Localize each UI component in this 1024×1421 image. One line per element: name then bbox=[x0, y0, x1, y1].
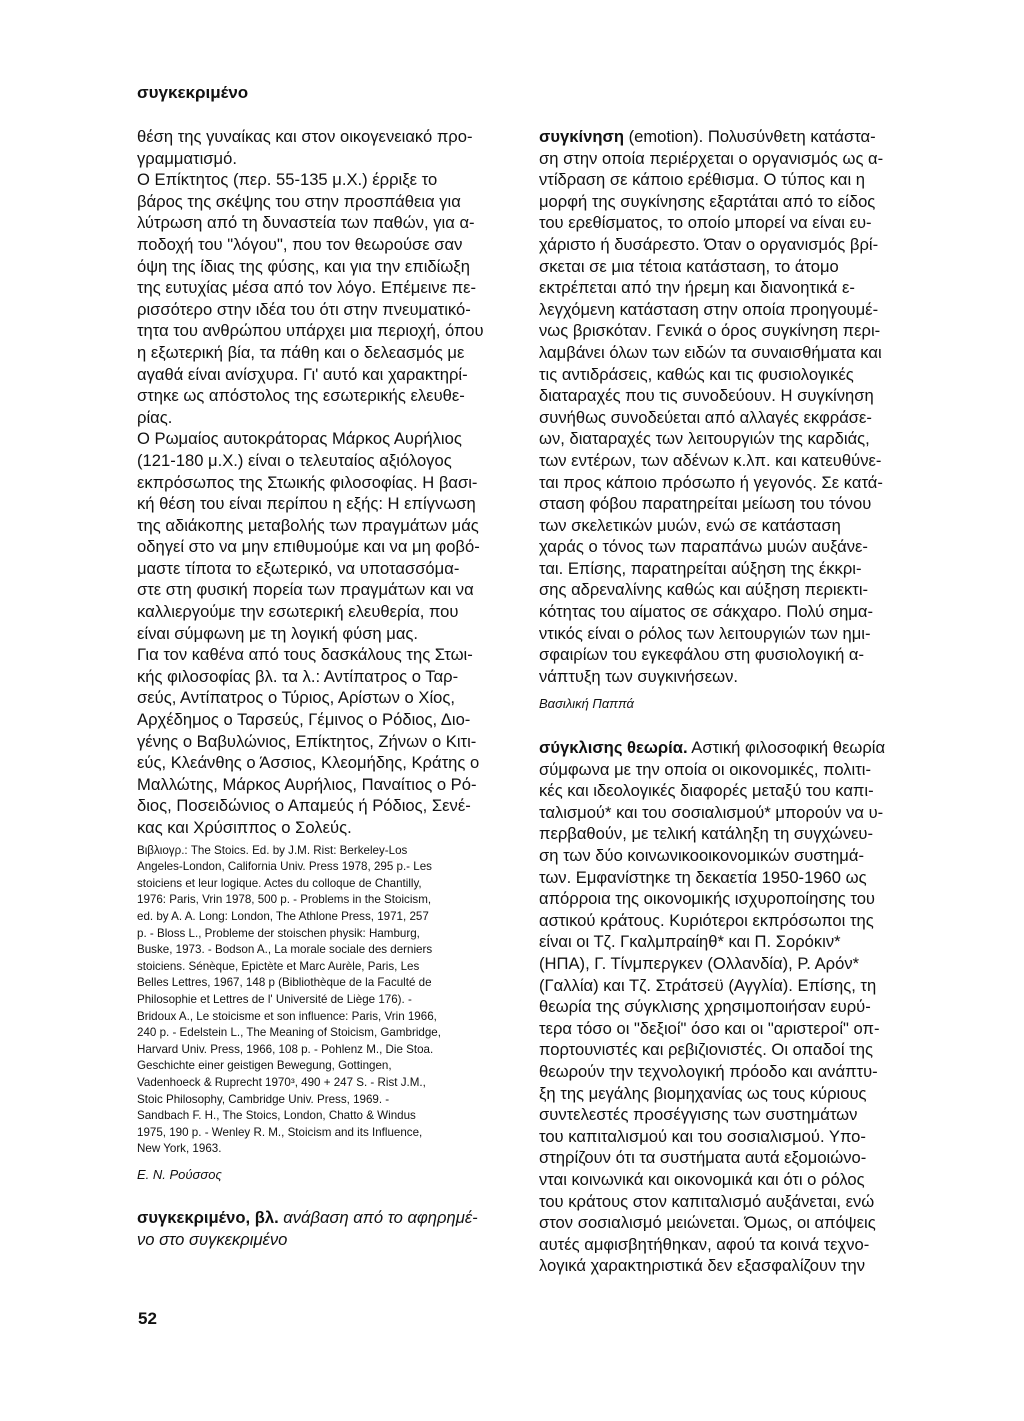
author-signature: Βασιλική Παππά bbox=[539, 696, 634, 712]
text-line: 1976: Paris, Vrin 1978, 500 p. - Problems in the Stoicism, bbox=[137, 893, 432, 907]
text-line: stoiciens. Sénèque, Epictète et Marc Aurèle, Paris, Les bbox=[137, 959, 420, 973]
author-signature: Ε. Ν. Ρούσσος bbox=[137, 1166, 222, 1182]
text-line: λεγχόμενη κατάσταση στην οποία προηγουμέ- bbox=[539, 299, 879, 319]
text-line: αυτές αμφισβητήθηκαν, αφού τα κοινά τεχνο- bbox=[539, 1234, 870, 1254]
cross-reference-text: ανάβαση από το αφηρημέ- bbox=[278, 1208, 478, 1228]
text-line: θεωρούν την τεχνολογική πρόοδο και ανάπτυ- bbox=[539, 1061, 878, 1081]
page-number: 52 bbox=[138, 1309, 157, 1328]
text-line: γένης ο Βαβυλώνιος, Επίκτητος, Ζήνων ο Κιτι- bbox=[137, 731, 477, 751]
text-line: θεωρία της σύγκλισης χρησιμοποιήσαν ευρύ- bbox=[539, 997, 871, 1017]
entry-first-line: Αστική φιλοσοφική θεωρία bbox=[687, 738, 886, 758]
text-line: των εντέρων, των αδένων κ.λπ. και κατευθύνε- bbox=[539, 450, 882, 470]
intro-paragraph bbox=[137, 126, 499, 169]
text-line: Stoic Philosophy, Cambridge Univ. Press, 1969. - bbox=[137, 1092, 390, 1106]
text-line: New York, 1963. bbox=[137, 1142, 222, 1156]
text-line: Vadenhoeck & Ruprecht 1970³, 490 + 247 S. - Rist J.M., bbox=[137, 1075, 426, 1089]
text-line: 240 p. - Edelstein L., The Meaning of Stoicism, Gambridge, bbox=[137, 1026, 441, 1040]
text-line: κας και Χρύσιππος ο Σολεύς. bbox=[137, 818, 352, 837]
text-line: ποδοχή του "λόγου", που τον θεωρούσε σαν bbox=[137, 234, 463, 254]
text-line: στηρίζουν ότι τα συστήματα αυτά εξομοιώνο- bbox=[539, 1148, 867, 1168]
text-line: ντικός είναι ο ρόλος των λειτουργιών των ημι- bbox=[539, 623, 871, 643]
entry-term: συγκεκριμένο, βλ. bbox=[137, 1208, 279, 1228]
text-line: οδηγεί στο να μην επιθυμούμε και να μη φοβό- bbox=[137, 537, 480, 557]
text-line: στον σοσιαλισμό μειώνεται. Όμως, οι απόψεις bbox=[539, 1213, 876, 1233]
text-line: χάριστο ή δυσάρεστο. Όταν ο οργανισμός βρί- bbox=[539, 234, 879, 254]
text-line: ση στην οποία περιέρχεται ο οργανισμός ως α- bbox=[539, 148, 884, 168]
left-column bbox=[137, 126, 499, 1251]
text-line: λαμβάνει όλων των ειδών τα συναισθήματα και bbox=[539, 342, 882, 362]
text-line: κή θέση του είναι περίπου η εξής: Η επίγνωση bbox=[137, 494, 476, 514]
stoic-teachers-paragraph bbox=[137, 644, 499, 838]
text-line: θέση της γυναίκας και στον οικογενειακό προ- bbox=[137, 127, 473, 146]
text-line: του ερεθίσματος, το οποίο μπορεί να είναι ευ- bbox=[539, 213, 872, 233]
text-line: ρισσότερο στην ιδέα του ότι στην πνευματικό- bbox=[137, 299, 471, 319]
text-line: εύς, Κλεάνθης ο Άσσιος, Κλεομήδης, Κράτης ο bbox=[137, 753, 480, 773]
entry-first-line: (emotion). Πολυσύνθετη κατάστα- bbox=[623, 127, 876, 146]
text-line: όψη της ίδιας της φύσης, και για την επιδίωξη bbox=[137, 256, 470, 276]
text-line: σεύς, Αντίπατρος ο Τύριος, Αρίστων ο Χίος, bbox=[137, 688, 455, 708]
text-line: βάρος της σκέψης του στην προσπάθεια για bbox=[137, 191, 461, 211]
text-line: (ΗΠΑ), Γ. Τίνμπεργκεν (Ολλανδία), Ρ. Αρόν* bbox=[539, 953, 860, 973]
text-line: p. - Bloss L., Probleme der stoischen physik: Hamburg, bbox=[137, 926, 420, 940]
text-line: νται κοινωνικά και οικονομικά και ότι ο ρόλος bbox=[539, 1169, 865, 1189]
emotion-body bbox=[539, 148, 902, 688]
text-line: στηκε ως απόστολος της εσωτερικής ελευθε- bbox=[137, 386, 465, 406]
right-column bbox=[539, 126, 902, 1277]
text-line: κότητας του αίματος σε σάκχαρο. Πολύ σημα- bbox=[539, 602, 873, 622]
text-line: σφαιρίων του εγκεφάλου στη φυσιολογική α- bbox=[539, 645, 865, 665]
convergence-body bbox=[539, 759, 902, 1277]
text-line: Μαλλώτης, Μάρκος Αυρήλιος, Παναίτιος ο Ρό- bbox=[137, 774, 477, 794]
text-line: νάπτυξη των συγκινήσεων. bbox=[539, 666, 739, 686]
text-line: Geschichte einer geistigen Bewegung, Gottingen, bbox=[137, 1059, 392, 1073]
text-line: χαράς ο τόνος των παραπάνω μυών αυξάνε- bbox=[539, 537, 868, 557]
text-line: ντίδραση σε κάποιο ερέθισμα. Ο τύπος και η bbox=[539, 170, 865, 190]
text-line: συνήθως συνοδεύεται από αλλαγές εκφράσε- bbox=[539, 407, 872, 427]
text-line: Ο Επίκτητος (περ. 55-135 μ.Χ.) έρριξε το bbox=[137, 170, 438, 190]
text-line: διος, Ποσειδώνιος ο Απαμεύς ή Ρόδιος, Σενέ- bbox=[137, 796, 471, 816]
text-line: σης αδρεναλίνης καθώς και αύξηση περιεκτι- bbox=[539, 580, 869, 600]
text-line: συντελεστές προσέγγισης των συστημάτων bbox=[539, 1105, 858, 1125]
text-line: ται. Επίσης, παρατηρείται αύξηση της έκκρι- bbox=[539, 558, 862, 578]
text-line: νως βρισκόταν. Γενικά ο όρος συγκίνηση περι- bbox=[539, 321, 881, 341]
entry-term: συγκίνηση bbox=[539, 127, 624, 146]
text-line: εκτρέπεται από την ήρεμη και διανοητικά ε- bbox=[539, 278, 855, 298]
text-line: τερα τόσο οι "δεξιοί" όσο και οι "αριστεροί" οπ- bbox=[539, 1018, 880, 1038]
text-line: περβαθούν, με τελική κατάληξη τη συγχώνευ- bbox=[539, 824, 874, 844]
text-line: λύτρωση από τη δυναστεία των παθών, για α- bbox=[137, 213, 475, 233]
text-line: καλλιεργούμε την εσωτερική ελευθερία, που bbox=[137, 602, 459, 622]
text-line: των. Εμφανίστηκε τη δεκαετία 1950-1960 ως bbox=[539, 867, 867, 887]
emotion-entry bbox=[539, 126, 902, 687]
text-line: 1975, 190 p. - Wenley R. M., Stoicism and its Influence, bbox=[137, 1125, 423, 1139]
text-line: ed. by A. A. Long: London, The Athlone Press, 1971, 257 bbox=[137, 909, 429, 923]
cross-reference-entry bbox=[137, 1207, 499, 1250]
text-line: αστικού κράτους. Κυριότεροι εκπρόσωποι της bbox=[539, 910, 874, 930]
text-line: Belles Lettres, 1967, 148 p (Bibliothèque de la Faculté de bbox=[137, 976, 432, 990]
text-line: στε στη φυσική πορεία των πραγμάτων και να bbox=[137, 580, 474, 600]
text-line: σκεται σε μια τέτοια κατάσταση, το άτομο bbox=[539, 256, 839, 276]
text-line: (Γαλλία) και Τζ. Στράτσεϋ (Αγγλία). Επίσης, τη bbox=[539, 975, 877, 995]
text-line: κής φιλοσοφίας βλ. τα λ.: Αντίπατρος ο Ταρ- bbox=[137, 666, 459, 686]
text-line: Sandbach F. H., The Stoics, London, Chatto & Windus bbox=[137, 1109, 416, 1123]
text-line: της αδιάκοπης μεταβολής των πραγμάτων μάς bbox=[137, 515, 479, 535]
text-line: της ευτυχίας μέσα από τον λόγο. Επέμεινε πε- bbox=[137, 278, 477, 298]
text-line: απόρροια της οικονομικής ισχυροποίησης του bbox=[539, 889, 876, 909]
text-line: Buske, 1973. - Bodson A., La morale sociale des derniers bbox=[137, 943, 433, 957]
text-line: Για τον καθένα από τους δασκάλους της Στωι- bbox=[137, 645, 473, 665]
text-line: εκπρόσωπος της Στωικής φιλοσοφίας. Η βασι- bbox=[137, 472, 478, 492]
text-line: ταλισμού* και του σοσιαλισμού* μπορούν να υ- bbox=[539, 802, 884, 822]
text-line: Ο Ρωμαίος αυτοκράτορας Μάρκος Αυρήλιος bbox=[137, 429, 462, 449]
text-line: γραμματισμό. bbox=[137, 148, 237, 168]
entry-term: σύγκλισης θεωρία. bbox=[539, 738, 688, 758]
running-head: συγκεκριμένο bbox=[137, 83, 249, 102]
text-line: τητα του ανθρώπου υπάρχει μια περιοχή, όπου bbox=[137, 321, 484, 341]
text-line: ται προς κάποιο πρόσωπο ή γεγονός. Σε κατά- bbox=[539, 472, 883, 492]
text-line: μορφή της συγκίνησης εξαρτάται από το είδος bbox=[539, 191, 876, 211]
text-line: Αρχέδημος ο Ταρσεύς, Γέμινος ο Ρόδιος, Διο- bbox=[137, 710, 471, 730]
text-line: Βιβλιογρ.: The Stoics. Ed. by J.M. Rist: Berkeley-Los bbox=[137, 843, 408, 857]
text-line: τις αντιδράσεις, καθώς και τις φυσιολογικές bbox=[539, 364, 854, 384]
text-line: Angeles-London, California Univ. Press 1978, 295 p.- Les bbox=[137, 860, 432, 874]
text-line: μαστε τίποτα το εξωτερικό, να υποτασσόμα- bbox=[137, 558, 460, 578]
text-line: σταση φόβου παρατηρείται μείωση του τόνου bbox=[539, 494, 872, 514]
cross-reference-text-2: νο στο συγκεκριμένο bbox=[137, 1230, 288, 1250]
text-line: ων, διαταραχές των λειτουργιών της καρδιάς, bbox=[539, 429, 870, 449]
text-line: (121-180 μ.Χ.) είναι ο τελευταίος αξιόλογος bbox=[137, 450, 452, 470]
convergence-entry bbox=[539, 737, 902, 1277]
text-line: διαταραχές που τις συνοδεύουν. Η συγκίνηση bbox=[539, 386, 874, 406]
text-line: Harvard Univ. Press, 1966, 108 p. - Pohlenz M., Die Stoa. bbox=[137, 1042, 434, 1056]
text-line: λογικά χαρακτηριστικά δεν εξασφαλίζουν την bbox=[539, 1256, 866, 1276]
text-line: σύμφωνα με την οποία οι οικονομικές, πολιτι- bbox=[539, 759, 872, 779]
text-line: ση των δύο κοινωνικοοικονομικών συστημά- bbox=[539, 846, 864, 865]
marcus-aurelius-paragraph bbox=[137, 428, 499, 644]
text-line: αγαθά είναι ανίσχυρα. Γι' αυτό και χαρακτηρί- bbox=[137, 364, 468, 384]
text-line: stoiciens et leur logique. Actes du colloque de Chantilly, bbox=[137, 876, 422, 890]
text-line: πορτουνιστές και ρεβιζιονιστές. Οι οπαδοί της bbox=[539, 1040, 873, 1060]
text-line: ρίας. bbox=[137, 407, 173, 427]
text-line: των σκελετικών μυών, ενώ σε κατάσταση bbox=[539, 515, 841, 535]
text-line: είναι οι Τζ. Γκαλμπραίηθ* και Π. Σορόκιν* bbox=[539, 932, 841, 952]
text-line: κές και ιδεολογικές διαφορές μεταξύ του καπι- bbox=[539, 781, 874, 801]
epictetus-paragraph bbox=[137, 169, 499, 428]
text-line: του κράτους στον καπιταλισμό αυξάνεται, ενώ bbox=[539, 1191, 875, 1211]
text-line: είναι σύμφωνη με τη λογική φύση μας. bbox=[137, 623, 419, 643]
text-line: Bridoux A., Le stoicisme et son influence: Paris, Vrin 1966, bbox=[137, 1009, 437, 1023]
text-line: Philosophie et Lettres de l' Université de Liège 176). - bbox=[137, 992, 412, 1006]
text-line: η εξωτερική βία, τα πάθη και ο δελεασμός με bbox=[137, 342, 465, 362]
text-line: του καπιταλισμού και του σοσιαλισμού. Υπο- bbox=[539, 1126, 866, 1146]
bibliography bbox=[137, 843, 499, 1158]
text-line: ξη της μεγάλης βιομηχανίας ως τους κύριους bbox=[539, 1083, 867, 1103]
